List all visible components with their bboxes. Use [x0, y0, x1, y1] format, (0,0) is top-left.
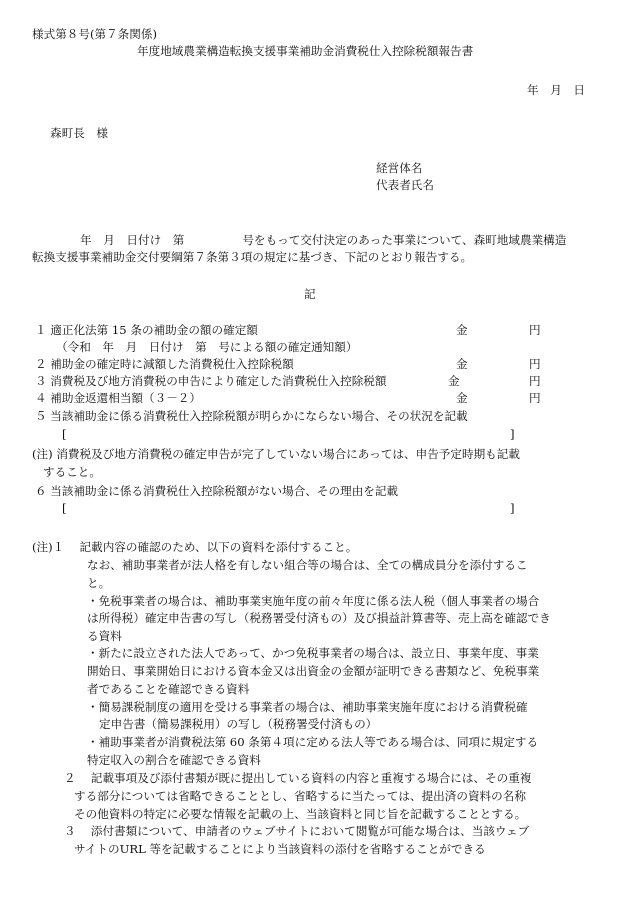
representative-label: 代表者氏名 [376, 178, 434, 192]
note-2-line: その他資料の特定に必要な情報を記載の上、当該資料と同じ旨を記載することとする。 [74, 807, 527, 821]
note-1-line: なお、補助事業者が法人格を有しない組合等の場合は、全ての構成員分を添付するこ [87, 558, 528, 572]
item-5-bracket-close: ] [510, 427, 515, 441]
note-3-line: サイトのURL 等を記載することにより当該資料の添付を省略することができる [74, 842, 486, 856]
note-2-line: する部分については省略できることとし、省略するに当たっては、提出済の資料の名称 [74, 789, 526, 803]
item-1-yen: 円 [529, 323, 541, 337]
recipient: 森町長 様 [50, 126, 108, 140]
form-number: 様式第８号(第７条関係) [32, 27, 157, 41]
item-3-kin: 金 [448, 374, 460, 388]
note-1-line: 者であることを確認できる資料 [87, 682, 250, 696]
item-3: ３ 消費税及び地方消費税の申告により確定した消費税仕入控除税額 [35, 374, 387, 388]
intro-line-2: 転換支援事業補助金交付要綱第７条第３項の規定に基づき、下記のとおり報告する。 [32, 250, 473, 264]
note-1-line: 定申告書（簡易課税用）の写し（税務署受付済もの） [99, 717, 378, 731]
item-1-sub: （令和 年 月 日付け 第 号による額の確定通知額） [56, 340, 358, 354]
note-1-line: ・簡易課税制度の適用を受ける事業者の場合は、補助事業実施年度における消費税確 [87, 700, 528, 714]
intro-line-1: 年 月 日付け 第 号をもって交付決定のあった事業について、森町地域農業構造 [80, 233, 567, 247]
org-name-label: 経営体名 [376, 161, 423, 175]
item-5-bracket-open: [ [62, 427, 67, 441]
note-1-line: る資料 [87, 629, 122, 643]
ki-heading: 記 [304, 287, 316, 301]
item-3-yen: 円 [529, 374, 541, 388]
note-3-heading: ３ 添付書類について、申請者のウェブサイトにおいて閲覧が可能な場合は、当該ウェブ [64, 824, 530, 838]
item-1-kin: 金 [456, 323, 468, 337]
item-6: ６ 当該補助金に係る消費税仕入控除税額がない場合、その理由を記載 [35, 484, 399, 498]
note-1-line: は所得税）確定申告書の写し（税務署受付済もの）及び損益計算書等、売上高を確認でき [87, 611, 551, 625]
item-6-bracket-close: ] [510, 501, 515, 515]
note-1-line: ・免税事業者の場合は、補助事業実施年度の前々年度に係る法人税（個人事業者の場合 [87, 594, 540, 608]
note-1-line: 特定収入の割合を確認できる資料 [87, 753, 261, 767]
item-1: １ 適正化法第 15 条の補助金の額の確定額 [35, 323, 258, 337]
item-4-kin: 金 [456, 391, 468, 405]
note-1-heading: (注)１ 記載内容の確認のため、以下の資料を添付すること。 [32, 540, 358, 554]
note-a-line-1: (注) 消費税及び地方消費税の確定申告が完了していない場合にあっては、申告予定時期も記載 [32, 447, 520, 461]
item-5: ５ 当該補助金に係る消費税仕入控除税額が明らかにならない場合、その状況を記載 [35, 409, 468, 423]
note-1-line: ・補助事業者が消費税法第 60 条第４項に定める法人等である場合は、同項に規定する [87, 735, 539, 749]
report-date: 年 月 日 [527, 83, 585, 97]
note-1-line: 開始日、事業開始日における資本金又は出資金の金額が証明できる書類など、免税事業 [87, 664, 540, 678]
note-a-line-2: すること。 [43, 465, 101, 479]
note-2-heading: ２ 記載事項及び添付書類が既に提出している資料の内容と重複する場合には、その重複 [64, 771, 532, 785]
item-2-kin: 金 [456, 357, 468, 371]
document-title: 年度地域農業構造転換支援事業補助金消費税仕入控除税額報告書 [137, 44, 474, 58]
item-2: ２ 補助金の確定時に減額した消費税仕入控除税額 [35, 357, 294, 371]
item-6-bracket-open: [ [62, 501, 67, 515]
item-2-yen: 円 [529, 357, 541, 371]
note-1-line: と。 [87, 576, 111, 590]
note-1-line: ・新たに設立された法人であって、かつ免税事業者の場合は、設立日、事業年度、事業 [87, 646, 539, 660]
item-4: ４ 補助金返還相当額（３－２） [35, 391, 201, 405]
item-4-yen: 円 [529, 391, 541, 405]
